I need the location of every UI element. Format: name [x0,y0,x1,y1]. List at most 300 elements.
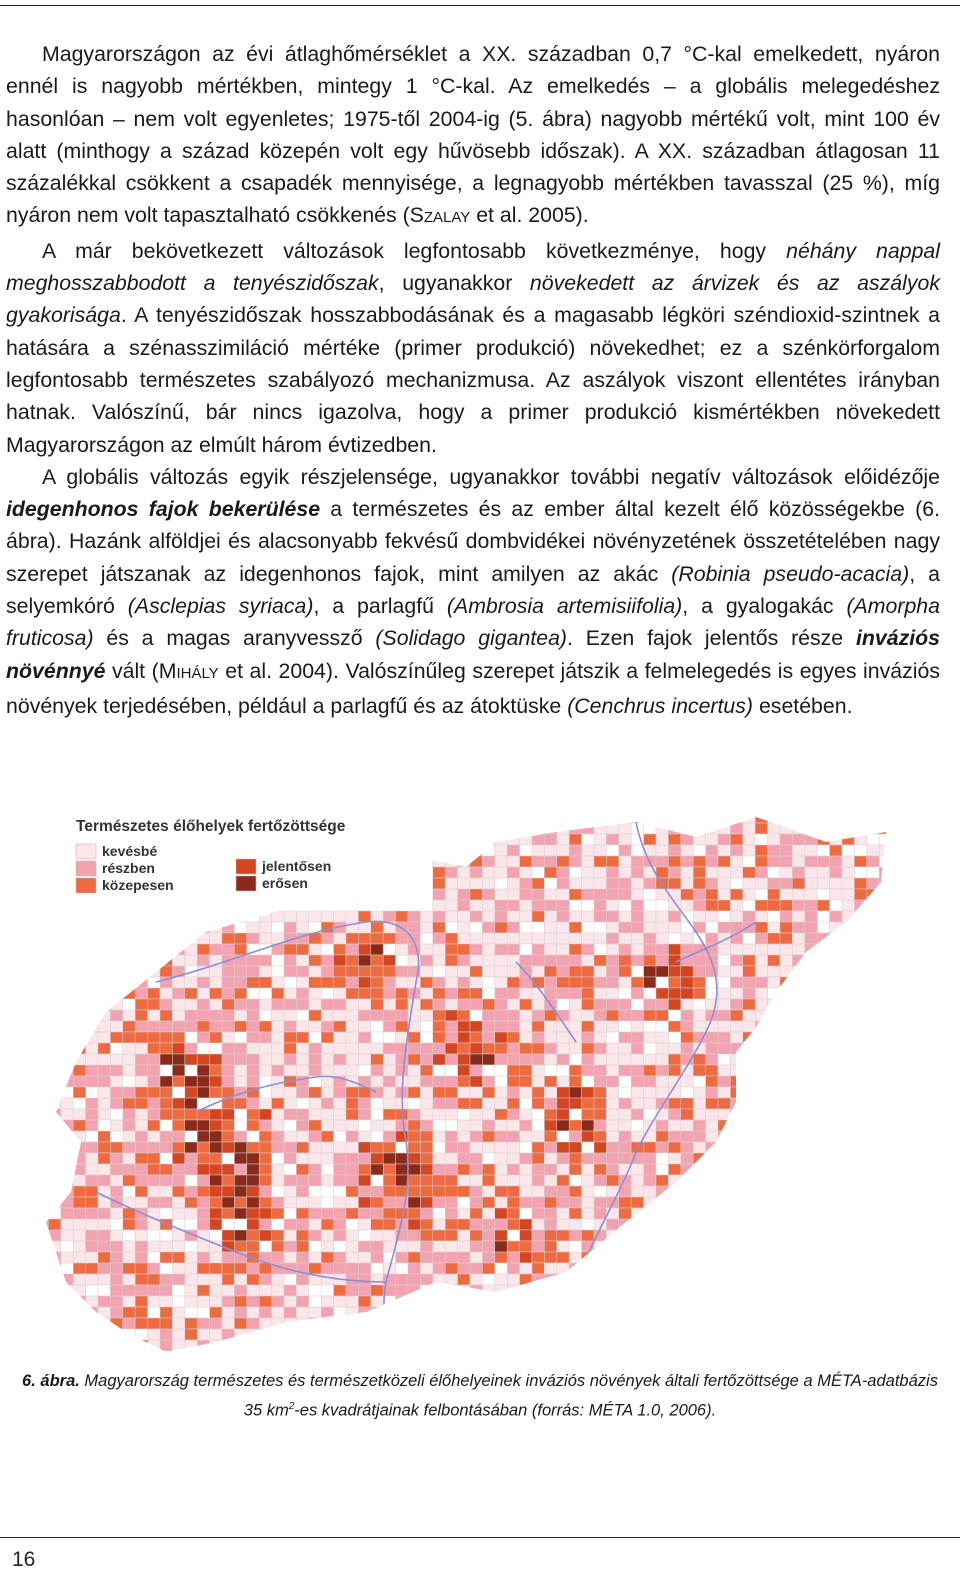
quadrat-cell [222,1054,234,1065]
quadrat-cell [544,834,556,845]
quadrat-cell [234,922,246,933]
quadrat-cell [445,1285,457,1296]
quadrat-cell [792,1307,804,1318]
quadrat-cell [110,933,122,944]
quadrat-cell [730,999,742,1010]
quadrat-cell [718,812,730,823]
quadrat-cell [309,1065,321,1076]
quadrat-cell [631,1263,643,1274]
quadrat-cell [383,988,395,999]
quadrat-cell [594,1241,606,1252]
quadrat-cell [420,1076,432,1087]
quadrat-cell [470,1340,482,1351]
quadrat-cell [755,944,767,955]
paragraph-3-span: , a gyalogakác [682,594,847,619]
quadrat-cell [606,944,618,955]
quadrat-cell [358,1351,370,1352]
quadrat-cell [768,1120,780,1131]
quadrat-cell [98,1208,110,1219]
quadrat-cell [197,933,209,944]
quadrat-cell [582,1340,594,1351]
quadrat-cell [755,1054,767,1065]
quadrat-cell [619,889,631,900]
quadrat-cell [420,1285,432,1296]
quadrat-cell [396,911,408,922]
quadrat-cell [408,1318,420,1329]
quadrat-cell [743,1010,755,1021]
quadrat-cell [259,1087,271,1098]
quadrat-cell [458,922,470,933]
quadrat-cell [123,1120,135,1131]
quadrat-cell [582,1219,594,1230]
quadrat-cell [817,1032,829,1043]
quadrat-cell [594,1076,606,1087]
quadrat-cell [594,1329,606,1340]
quadrat-cell [172,933,184,944]
quadrat-cell [48,1142,60,1153]
quadrat-cell [61,1318,73,1329]
quadrat-cell [445,977,457,988]
quadrat-cell [61,1021,73,1032]
quadrat-cell [346,911,358,922]
quadrat-cell [408,1087,420,1098]
quadrat-cell [86,1252,98,1263]
quadrat-cell [631,1285,643,1296]
quadrat-cell [743,1175,755,1186]
quadrat-cell [73,1241,85,1252]
quadrat-cell [433,1340,445,1351]
quadrat-cell [817,988,829,999]
quadrat-cell [36,1065,48,1076]
quadrat-cell [296,1340,308,1351]
quadrat-cell [247,1219,259,1230]
quadrat-cell [842,988,854,999]
quadrat-cell [768,1032,780,1043]
quadrat-cell [755,812,767,823]
quadrat-cell [656,1219,668,1230]
quadrat-cell [693,1120,705,1131]
quadrat-cell [904,1186,906,1197]
quadrat-cell [98,922,110,933]
quadrat-cell [706,900,718,911]
quadrat-cell [582,1021,594,1032]
quadrat-cell [222,1153,234,1164]
quadrat-cell [445,867,457,878]
quadrat-cell [693,1208,705,1219]
quadrat-cell [830,1032,842,1043]
quadrat-cell [433,812,445,823]
quadrat-cell [780,1307,792,1318]
quadrat-cell [383,1296,395,1307]
quadrat-cell [706,1274,718,1285]
quadrat-cell [693,1285,705,1296]
quadrat-cell [296,911,308,922]
quadrat-cell [148,1043,160,1054]
quadrat-cell [296,1230,308,1241]
quadrat-cell [222,944,234,955]
quadrat-cell [210,1296,222,1307]
quadrat-cell [197,1076,209,1087]
quadrat-cell [458,889,470,900]
quadrat-cell [842,922,854,933]
quadrat-cell [867,834,879,845]
quadrat-cell [706,1307,718,1318]
quadrat-cell [445,1318,457,1329]
quadrat-cell [706,1032,718,1043]
quadrat-cell [36,1142,48,1153]
quadrat-cell [358,944,370,955]
quadrat-cell [396,1120,408,1131]
quadrat-cell [222,1142,234,1153]
quadrat-cell [681,1153,693,1164]
quadrat-cell [284,1109,296,1120]
quadrat-cell [532,933,544,944]
quadrat-cell [346,1219,358,1230]
paragraph-3-span: (Cenchrus incertus) [567,693,754,718]
quadrat-cell [148,1175,160,1186]
quadrat-cell [172,1175,184,1186]
quadrat-cell [520,1021,532,1032]
quadrat-cell [222,1175,234,1186]
quadrat-cell [408,1153,420,1164]
quadrat-cell [544,1021,556,1032]
quadrat-cell [867,856,879,867]
quadrat-cell [123,1307,135,1318]
quadrat-cell [681,1230,693,1241]
quadrat-cell [879,1098,891,1109]
quadrat-cell [334,1175,346,1186]
quadrat-cell [544,966,556,977]
quadrat-cell [557,1109,569,1120]
quadrat-cell [830,1340,842,1351]
quadrat-cell [594,1087,606,1098]
quadrat-cell [817,1318,829,1329]
quadrat-cell [644,1054,656,1065]
quadrat-cell [272,1098,284,1109]
quadrat-cell [234,1021,246,1032]
quadrat-cell [259,1010,271,1021]
quadrat-cell [148,988,160,999]
quadrat-cell [470,1230,482,1241]
quadrat-cell [681,900,693,911]
quadrat-cell [185,1351,197,1352]
quadrat-cell [259,1175,271,1186]
quadrat-cell [854,1032,866,1043]
quadrat-cell [854,922,866,933]
quadrat-cell [507,856,519,867]
quadrat-cell [631,988,643,999]
quadrat-cell [594,889,606,900]
quadrat-cell [805,1263,817,1274]
quadrat-cell [358,988,370,999]
quadrat-cell [644,1098,656,1109]
quadrat-cell [854,1197,866,1208]
quadrat-cell [495,1318,507,1329]
quadrat-cell [842,1120,854,1131]
quadrat-cell [830,1274,842,1285]
quadrat-cell [582,812,594,823]
quadrat-cell [470,1219,482,1230]
quadrat-cell [346,933,358,944]
quadrat-cell [383,1208,395,1219]
quadrat-cell [458,1153,470,1164]
quadrat-cell [879,1219,891,1230]
quadrat-cell [495,812,507,823]
quadrat-cell [272,999,284,1010]
quadrat-cell [73,1021,85,1032]
quadrat-cell [904,812,906,823]
quadrat-cell [482,1351,494,1352]
quadrat-cell [817,1175,829,1186]
quadrat-cell [706,1098,718,1109]
quadrat-cell [619,900,631,911]
quadrat-cell [445,1175,457,1186]
quadrat-cell [358,1186,370,1197]
quadrat-cell [817,933,829,944]
quadrat-cell [904,1120,906,1131]
quadrat-cell [247,1065,259,1076]
quadrat-cell [879,1131,891,1142]
quadrat-cell [148,1263,160,1274]
quadrat-cell [644,812,656,823]
quadrat-cell [854,1219,866,1230]
paragraph-3-span: inváziós növénnyé [6,626,940,683]
quadrat-cell [892,1186,904,1197]
quadrat-cell [507,1120,519,1131]
quadrat-cell [780,988,792,999]
quadrat-cell [817,1274,829,1285]
quadrat-cell [433,933,445,944]
quadrat-cell [557,1219,569,1230]
quadrat-cell [309,1318,321,1329]
quadrat-cell [321,1109,333,1120]
quadrat-cell [718,834,730,845]
quadrat-cell [569,911,581,922]
quadrat-cell [86,933,98,944]
quadrat-cell [520,1065,532,1076]
quadrat-cell [296,1285,308,1296]
paragraph-3-span: és a magas aranyvessző [93,626,376,651]
quadrat-cell [259,1307,271,1318]
quadrat-cell [792,1285,804,1296]
quadrat-cell [346,1164,358,1175]
quadrat-cell [693,1087,705,1098]
quadrat-cell [48,1285,60,1296]
quadrat-cell [172,1318,184,1329]
quadrat-cell [321,1307,333,1318]
quadrat-cell [904,867,906,878]
quadrat-cell [854,1065,866,1076]
quadrat-cell [309,1087,321,1098]
quadrat-cell [36,1252,48,1263]
quadrat-cell [879,1351,891,1352]
quadrat-cell [668,1230,680,1241]
quadrat-cell [830,1131,842,1142]
quadrat-cell [86,1164,98,1175]
quadrat-cell [569,1175,581,1186]
quadrat-cell [817,1296,829,1307]
quadrat-cell [867,878,879,889]
quadrat-cell [904,977,906,988]
quadrat-cell [631,1065,643,1076]
quadrat-cell [272,1076,284,1087]
quadrat-cell [396,1318,408,1329]
quadrat-cell [854,823,866,834]
quadrat-cell [210,1032,222,1043]
quadrat-cell [73,1120,85,1131]
quadrat-cell [86,1274,98,1285]
quadrat-cell [61,1252,73,1263]
quadrat-cell [854,999,866,1010]
quadrat-cell [743,1054,755,1065]
quadrat-cell [594,1043,606,1054]
quadrat-cell [48,1263,60,1274]
quadrat-cell [371,1263,383,1274]
quadrat-cell [98,1120,110,1131]
quadrat-cell [668,1021,680,1032]
quadrat-cell [396,1285,408,1296]
quadrat-cell [458,878,470,889]
quadrat-cell [532,1186,544,1197]
quadrat-cell [532,1318,544,1329]
quadrat-cell [780,1252,792,1263]
quadrat-cell [222,1274,234,1285]
quadrat-cell [296,1252,308,1263]
quadrat-cell [185,1065,197,1076]
quadrat-cell [296,966,308,977]
quadrat-cell [656,1318,668,1329]
quadrat-cell [334,1219,346,1230]
quadrat-cell [482,823,494,834]
quadrat-cell [594,1307,606,1318]
quadrat-cell [383,1175,395,1186]
quadrat-cell [817,1120,829,1131]
quadrat-cell [135,1065,147,1076]
quadrat-cell [334,1054,346,1065]
quadrat-cell [730,911,742,922]
quadrat-cell [210,1010,222,1021]
quadrat-cell [86,977,98,988]
quadrat-cell [36,1274,48,1285]
quadrat-cell [172,999,184,1010]
quadrat-cell [507,1076,519,1087]
quadrat-cell [98,1252,110,1263]
quadrat-cell [346,1098,358,1109]
quadrat-cell [135,1142,147,1153]
quadrat-cell [842,1076,854,1087]
quadrat-cell [495,1307,507,1318]
quadrat-cell [532,1076,544,1087]
quadrat-cell [792,1032,804,1043]
quadrat-cell [160,988,172,999]
quadrat-cell [619,1296,631,1307]
quadrat-cell [830,1120,842,1131]
quadrat-cell [110,1263,122,1274]
quadrat-cell [61,988,73,999]
quadrat-cell [185,922,197,933]
quadrat-cell [867,922,879,933]
quadrat-cell [135,1329,147,1340]
quadrat-cell [569,1021,581,1032]
figure-caption [20,1368,940,1424]
quadrat-cell [110,1351,122,1352]
quadrat-cell [36,1307,48,1318]
quadrat-cell [830,911,842,922]
quadrat-cell [768,1252,780,1263]
quadrat-cell [780,1043,792,1054]
quadrat-cell [631,1087,643,1098]
quadrat-cell [470,1120,482,1131]
quadrat-cell [73,922,85,933]
quadrat-cell [792,1329,804,1340]
quadrat-cell [644,1252,656,1263]
quadrat-cell [730,823,742,834]
quadrat-cell [36,1153,48,1164]
quadrat-cell [755,1043,767,1054]
quadrat-cell [247,999,259,1010]
quadrat-cell [594,878,606,889]
quadrat-cell [73,988,85,999]
quadrat-cell [743,1241,755,1252]
quadrat-cell [544,1076,556,1087]
quadrat-cell [854,1186,866,1197]
quadrat-cell [879,1329,891,1340]
quadrat-cell [73,1318,85,1329]
quadrat-cell [569,834,581,845]
quadrat-cell [892,834,904,845]
quadrat-cell [582,1318,594,1329]
quadrat-cell [420,1043,432,1054]
quadrat-cell [582,1098,594,1109]
quadrat-cell [247,1175,259,1186]
quadrat-cell [371,1252,383,1263]
quadrat-cell [61,1142,73,1153]
quadrat-cell [606,867,618,878]
quadrat-cell [458,1065,470,1076]
quadrat-cell [420,1098,432,1109]
quadrat-cell [854,1120,866,1131]
quadrat-cell [321,955,333,966]
quadrat-cell [185,955,197,966]
quadrat-cell [197,1065,209,1076]
quadrat-cell [433,878,445,889]
quadrat-cell [520,1351,532,1352]
quadrat-cell [197,977,209,988]
quadrat-cell [768,889,780,900]
map-title: Természetes élőhelyek fertőzöttsége [76,818,346,835]
quadrat-cell [706,1054,718,1065]
quadrat-cell [817,1219,829,1230]
quadrat-cell [272,1318,284,1329]
quadrat-cell [86,922,98,933]
quadrat-cell [854,911,866,922]
quadrat-cell [234,1274,246,1285]
quadrat-cell [482,944,494,955]
quadrat-cell [98,1043,110,1054]
quadrat-cell [904,1274,906,1285]
quadrat-cell [470,823,482,834]
quadrat-cell [830,955,842,966]
quadrat-cell [743,1032,755,1043]
quadrat-cell [569,867,581,878]
quadrat-cell [569,1076,581,1087]
quadrat-cell [817,1252,829,1263]
quadrat-cell [433,1032,445,1043]
quadrat-cell [433,1010,445,1021]
quadrat-cell [805,878,817,889]
quadrat-cell [371,1142,383,1153]
quadrat-cell [830,933,842,944]
